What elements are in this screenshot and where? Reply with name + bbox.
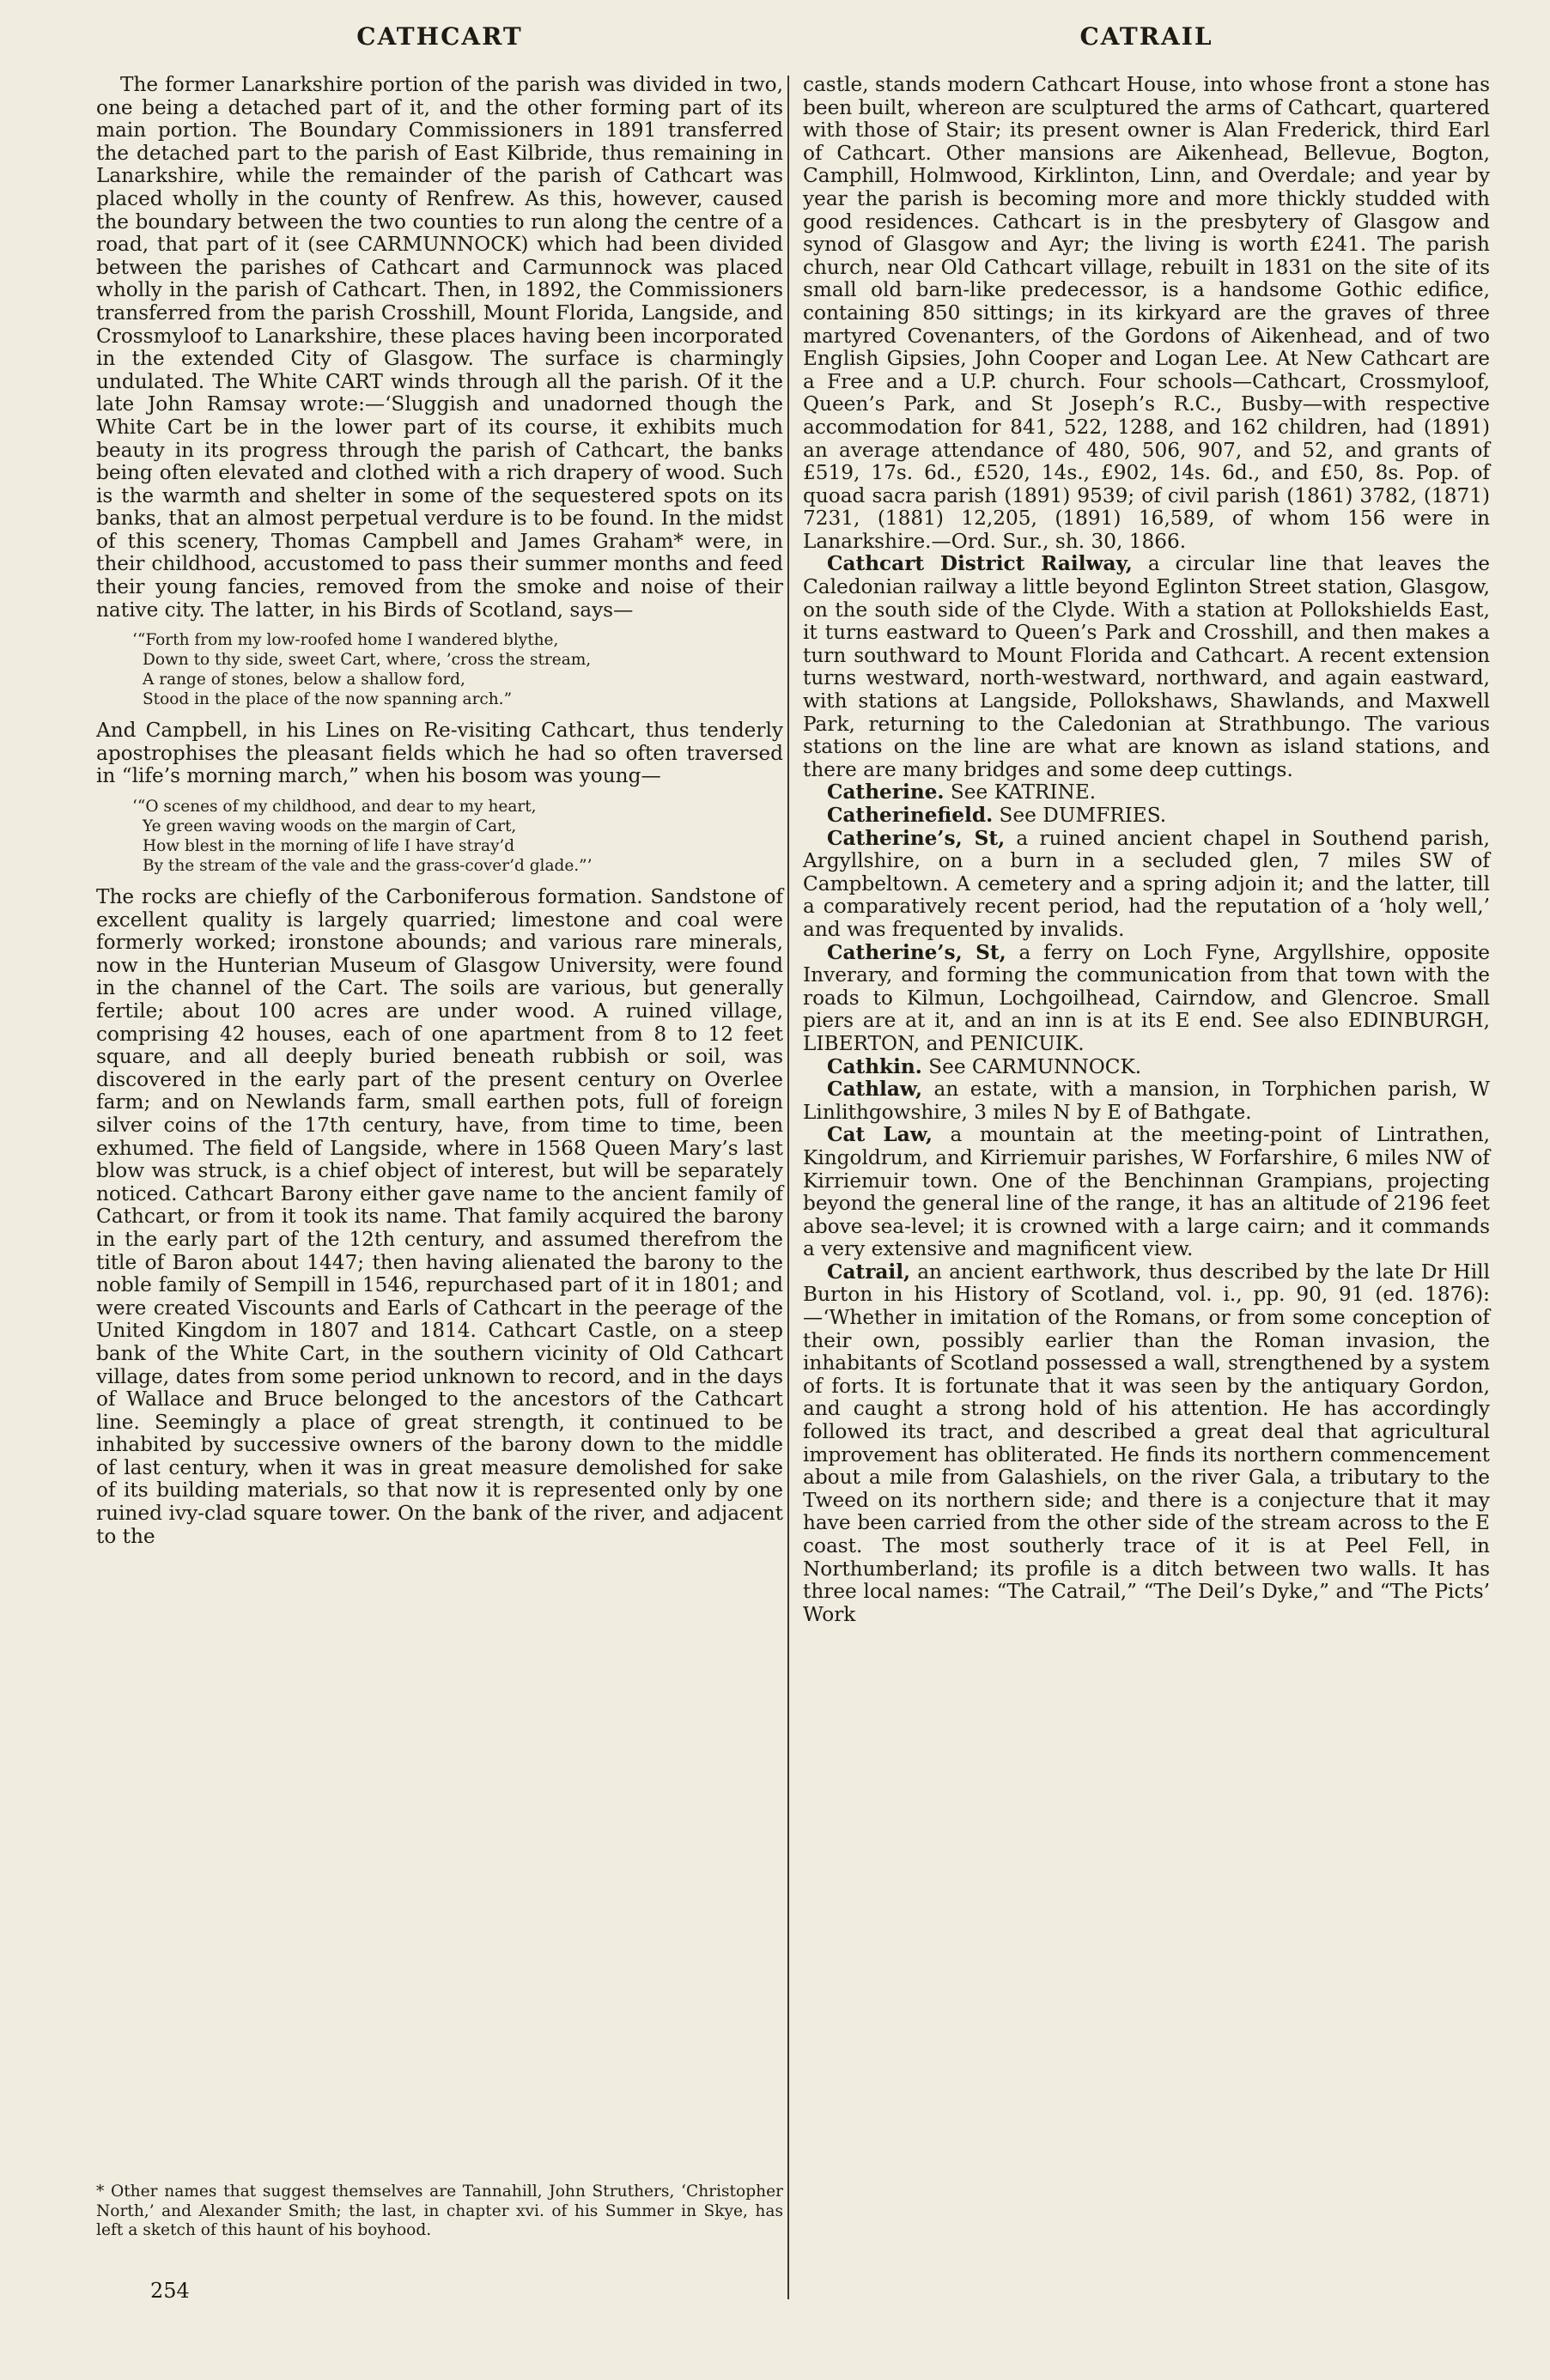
entry-headword: Catherine’s, St, (827, 940, 1006, 964)
entry-headword: Cat Law, (827, 1123, 933, 1147)
paragraph-campbell: And Campbell, in his Lines on Re-visiting Cathcart, thus tenderly apostrophises the pleasant fields which he had so often traversed in “life’s morning march,” when his bosom was young— (96, 719, 783, 788)
running-head-right: CATRAIL (1079, 22, 1213, 51)
left-column (96, 74, 783, 1548)
running-head-left: CATHCART (356, 22, 523, 51)
page-number: 254 (150, 2279, 190, 2303)
entry-catherinefield (803, 804, 1490, 828)
verse-line: ‘“Forth from my low-roofed home I wandered blythe, (132, 631, 559, 650)
entry-st-catherines-chapel (803, 828, 1490, 942)
verse-campbell (132, 797, 783, 876)
verse-line: Stood in the place of the now spanning arch.” (143, 690, 513, 709)
entry-catrail (803, 1261, 1490, 1627)
paragraph-cathcart-house: castle, stands modern Cathcart House, into whose front a stone has been built, whereon are sculptured the arms of Cathcart, quartered with those of Stair; its present owner is Alan Frederick, third Earl of Cathcart. Other mansions are Aikenhead, Bellevue, Bogton, Camphill, Holmwood, Kirklinton, Linn, and Overdale; and year by year the parish is becoming more and more thickly studded with good residences. Cathcart is in the presbytery of Glasgow and synod of Glasgow and Ayr; the living is worth £241. The parish church, near Old Cathcart village, rebuilt in 1831 on the site of its small old barn-like predecessor, is a handsome Gothic edifice, containing 850 sittings; in its kirkyard are the graves of three martyred Covenanters, of the Gordons of Aikenhead, and of two English Gipsies, John Cooper and Logan Lee. At New Cathcart are a Free and a U.P. church. Four schools—Cathcart, Crossmyloof, Queen’s Park, and St Joseph’s R.C., Busby—with respective accommodation for 841, 522, 1288, and 162 children, had (1891) an average attendance of 480, 506, 907, and 52, and grants of £519, 17s. 6d., £520, 14s., £902, 14s. 6d., and £50, 8s. Pop. of quoad sacra parish (1891) 9539; of civil parish (1861) 3782, (1871) 7231, (1881) 12,205, (1891) 16,589, of whom 156 were in Lanarkshire.—Ord. Sur., sh. 30, 1866. (803, 73, 1490, 553)
entry-catherine (803, 781, 1490, 804)
column-divider (787, 76, 789, 2299)
entry-st-catherines-ferry (803, 942, 1490, 1056)
entry-text: See CARMUNNOCK. (921, 1054, 1142, 1078)
footnote: * Other names that suggest themselves are Tannahill, John Struthers, ‘Christopher North,’ and Alexander Smith; the last, in chapter xvi. of his Summer in Skye, has left a sketch of this haunt of his boyhood. (96, 2183, 783, 2240)
entry-headword: Catherine’s, St, (827, 826, 1006, 850)
entry-headword: Cathlaw, (827, 1078, 923, 1102)
entry-headword: Catrail, (827, 1260, 911, 1284)
paragraph-boundary: The former Lanarkshire portion of the parish was divided in two, one being a detached part of it, and the other forming part of its main portion. The Boundary Commissioners in 1891 transferred the detached part to the parish of East Kilbride, thus remaining in Lanarkshire, while the remainder of the parish of Cathcart was placed wholly in the county of Renfrew. As this, however, caused the boundary between the two counties to run along the centre of a road, that part of it (see CARMUNNOCK) which had been divided between the parishes of Cathcart and Carmunnock was placed wholly in the parish of Cathcart. Then, in 1892, the Commissioners transferred from the parish Crosshill, Mount Florida, Langside, and Crossmyloof to Lanarkshire, these places having been incorporated in the extended City of Glasgow. The surface is charmingly undulated. The White CART winds through all the parish. Of it the late John Ramsay wrote:—‘Sluggish and unadorned though the White Cart be in the lower part of its course, it exhibits much beauty in its progress through the parish of Cathcart, the banks being often elevated and clothed with a rich drapery of wood. Such is the warmth and shelter in some of the sequestered spots on its banks, that an almost perpetual verdure is to be found. In the midst of this scenery, Thomas Campbell and James Graham* were, in their childhood, accustomed to pass their summer months and feed their young fancies, removed from the smoke and noise of their native city. The latter, in his Birds of Scotland, says— (96, 73, 783, 622)
verse-line: Down to thy side, sweet Cart, where, ’cross the stream, (143, 651, 592, 670)
verse-graham (132, 630, 783, 709)
verse-line: Ye green waving woods on the margin of Cart, (143, 817, 517, 836)
entry-text: a mountain at the meeting-point of Lintrathen, Kingoldrum, and Kirriemuir parishes, W Forfarshire, 6 miles NW of Kirriemuir town. One of the Benchinnan Grampians, projecting beyond the general line of the range, it has an altitude of 2196 feet above sea-level; it is crowned with a large cairn; and it commands a very extensive and magnificent view. (803, 1123, 1490, 1261)
entry-text: an estate, with a mansion, in Torphichen parish, W Linlithgowshire, 3 miles N by E of Bathgate. (803, 1078, 1490, 1124)
verse-line: By the stream of the vale and the grass-cover’d glade.”’ (143, 857, 593, 876)
entry-headword: Catherinefield. (827, 804, 994, 827)
paragraph-geology: The rocks are chiefly of the Carboniferous formation. Sandstone of excellent quality is largely quarried; limestone and coal were formerly worked; ironstone abounds; and various rare minerals, now in the Hunterian Museum of Glasgow University, were found in the channel of the Cart. The soils are various, but generally fertile; about 100 acres are under wood. A ruined village, comprising 42 houses, each of one apartment from 8 to 12 feet square, and all deeply buried beneath rubbish or soil, was discovered in the early part of the present century on Overlee farm; and on Newlands farm, small earthen pots, full of foreign silver coins of the 17th century, have, from time to time, been exhumed. The field of Langside, where in 1568 Queen Mary’s last blow was struck, is a chief object of interest, but will be separately noticed. Cathcart Barony either gave name to the ancient family of Cathcart, or from it took its name. That family acquired the barony in the early part of the 12th century, and assumed therefrom the title of Baron about 1447; then having alienated the barony to the noble family of Sempill in 1546, repurchased part of it in 1801; and were created Viscounts and Earls of Cathcart in the peerage of the United Kingdom in 1807 and 1814. Cathcart Castle, on a steep bank of the White Cart, in the southern vicinity of Old Cathcart village, dates from some period unknown to record, and in the days of Wallace and Bruce belonged to the ancestors of the Cathcart line. Seemingly a place of great strength, it continued to be inhabited by successive owners of the barony down to the middle of last century, when it was in great measure demolished for sake of its building materials, so that now it is represented only by one ruined ivy-clad square tower. On the bank of the river, and adjacent to the (96, 885, 783, 1548)
entry-text: a ferry on Loch Fyne, Argyllshire, opposite Inverary, and forming the communication from that town with the roads to Kilmun, Lochgoilhead, Cairndow, and Glencroe. Small piers are at it, and an inn is at its E end. See also EDINBURGH, LIBERTON, and PENICUIK. (803, 940, 1490, 1055)
right-column (803, 74, 1490, 1626)
entry-headword: Catherine. (827, 780, 945, 804)
entry-text: a ruined ancient chapel in Southend parish, Argyllshire, on a burn in a secluded glen, 7 miles SW of Campbeltown. A cemetery and a spring adjoin it; and the latter, till a comparatively recent period, had the reputation of a ‘holy well,’ and was frequented by invalids. (803, 826, 1490, 941)
entry-text: See KATRINE. (944, 780, 1097, 804)
entry-headword: Cathcart District Railway, (827, 552, 1133, 576)
entry-cathkin (803, 1056, 1490, 1079)
verse-line: ‘“O scenes of my childhood, and dear to my heart, (132, 798, 537, 817)
entry-text: a circular line that leaves the Caledonian railway a little beyond Eglinton Street station, Glasgow, on the south side of the Clyde. With a station at Pollokshields East, it turns eastward to Queen’s Park and Crosshill, and then makes a turn southward to Mount Florida and Cathcart. A recent extension turns westward, north-westward, northward, and again eastward, with stations at Langside, Pollokshaws, Shawlands, and Maxwell Park, returning to the Caledonian at Strathbungo. The various stations on the line are what are known as island stations, and there are many bridges and some deep cuttings. (803, 552, 1490, 781)
entry-text: See DUMFRIES. (993, 804, 1167, 827)
entry-cathlaw (803, 1078, 1490, 1124)
entry-text: an ancient earthwork, thus described by the late Dr Hill Burton in his History of Scotland, vol. i., pp. 90, 91 (ed. 1876):—‘Whether in imitation of the Romans, or from some conception of their own, possibly earlier than the Roman invasion, the inhabitants of Scotland possessed a wall, strengthened by a system of forts. It is fortunate that it was seen by the antiquary Gordon, and caught a strong hold of his attention. He has accordingly followed its tract, and described a great deal that agricultural improvement has obliterated. He finds its northern commencement about a mile from Galashiels, on the river Gala, a tributary to the Tweed on its northern side; and there is a conjecture that it may have been carried from the other side of the stream across to the E coast. The most southerly trace of it is at Peel Fell, in Northumberland; its profile is a ditch between two walls. It has three local names: “The Catrail,” “The Deil’s Dyke,” and “The Picts’ Work (803, 1260, 1490, 1626)
verse-line: A range of stones, below a shallow ford, (143, 671, 465, 689)
entry-headword: Cathkin. (827, 1054, 922, 1078)
entry-cat-law (803, 1124, 1490, 1261)
entry-cathcart-railway (803, 553, 1490, 781)
verse-line: How blest in the morning of life I have stray’d (143, 837, 515, 856)
